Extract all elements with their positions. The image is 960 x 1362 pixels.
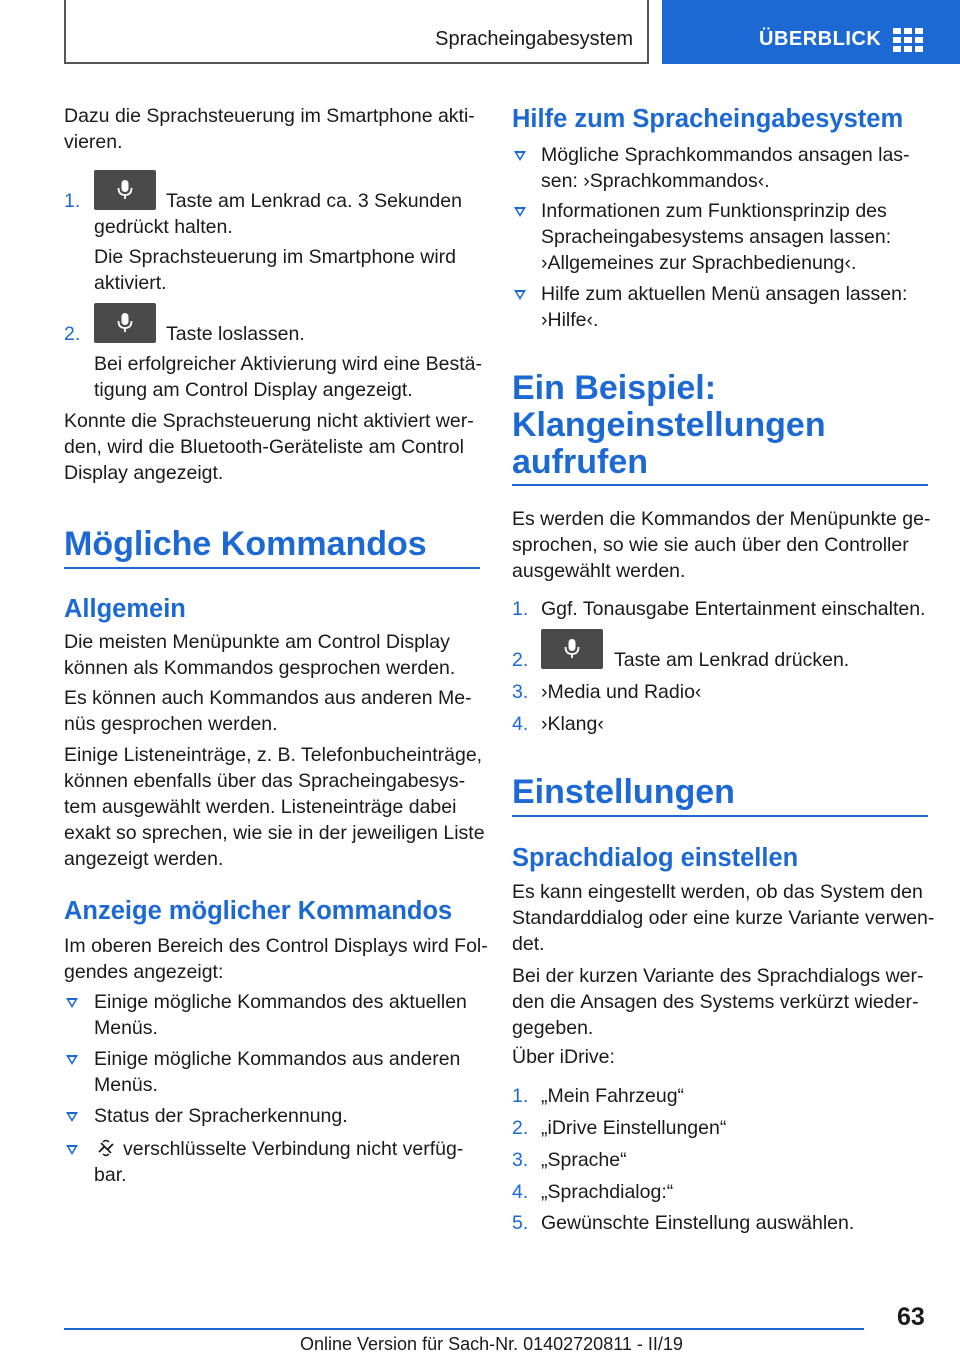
bullet-triangle-icon xyxy=(514,207,526,217)
sprachdialog-p2-3: gegeben. xyxy=(512,1017,594,1039)
sprachdialog-p1-3: det. xyxy=(512,933,545,955)
sd-step-5-text: Gewünschte Einstellung auswählen. xyxy=(541,1212,855,1234)
bullet-triangle-icon xyxy=(66,1112,78,1122)
beispiel-p-1: Es werden die Kommandos der Menüpunkte ge- xyxy=(512,508,931,530)
page-number: 63 xyxy=(897,1303,925,1331)
intro-line-2: vieren. xyxy=(64,131,123,153)
anzeige-bullet-3: Status der Spracherkennung. xyxy=(94,1105,348,1127)
step-2-text: Taste loslassen. xyxy=(166,323,305,345)
hilfe-bullet-2-1: Informationen zum Funktionsprinzip des xyxy=(541,200,887,222)
anzeige-bullet-1-1: Einige mögliche Kommandos des aktuellen xyxy=(94,991,467,1013)
mic-button-icon xyxy=(94,303,156,343)
hilfe-bullet-2-2: Spracheingabesystems ansagen lassen: xyxy=(541,226,892,248)
anzeige-bullet-1-2: Menüs. xyxy=(94,1017,158,1039)
sd-step-2-number: 2. xyxy=(512,1117,529,1139)
heading-sprachdialog: Sprachdialog einstellen xyxy=(512,844,799,872)
note-line-3: Display angezeigt. xyxy=(64,462,224,484)
hilfe-bullet-3-1: Hilfe zum aktuellen Menü ansagen lassen: xyxy=(541,283,908,305)
allgemein-p3-3: tem ausgewählt werden. Listeneinträge dabei xyxy=(64,796,457,818)
beispiel-step-3-number: 3. xyxy=(512,681,529,703)
beispiel-step-1-number: 1. xyxy=(512,598,529,620)
sprachdialog-p2-2: den die Ansagen des Systems verkürzt wieder- xyxy=(512,991,919,1013)
heading-beispiel-3: aufrufen xyxy=(512,443,648,481)
broken-link-icon xyxy=(95,1137,117,1159)
mic-button-icon xyxy=(94,170,156,210)
step-1-text-2: gedrückt halten. xyxy=(94,216,233,238)
heading-anzeige: Anzeige möglicher Kommandos xyxy=(64,897,453,925)
beispiel-p-3: ausgewählt werden. xyxy=(512,560,686,582)
anzeige-p1-2: gendes angezeigt: xyxy=(64,961,224,983)
bullet-triangle-icon xyxy=(66,1145,78,1155)
header-chapter-title: ÜBERBLICK xyxy=(759,28,882,50)
anzeige-bullet-4-2: bar. xyxy=(94,1164,127,1186)
step-1-number: 1. xyxy=(64,190,81,212)
beispiel-step-2-text: Taste am Lenkrad drücken. xyxy=(614,649,850,671)
allgemein-p1-2: können als Kommandos gesprochen werden. xyxy=(64,657,456,679)
hilfe-bullet-2-3: ›Allgemeines zur Sprachbedienung‹. xyxy=(541,252,857,274)
sd-step-1-number: 1. xyxy=(512,1085,529,1107)
heading-allgemein: Allgemein xyxy=(64,595,186,623)
bullet-triangle-icon xyxy=(66,1055,78,1065)
step-2-result-2: tigung am Control Display angezeigt. xyxy=(94,379,413,401)
footer-rule xyxy=(64,1328,864,1330)
step-1-result-1: Die Sprachsteuerung im Smartphone wird xyxy=(94,246,457,268)
step-1-text: Taste am Lenkrad ca. 3 Sekunden xyxy=(166,190,462,212)
allgemein-p2-1: Es können auch Kommandos aus anderen Me- xyxy=(64,687,472,709)
allgemein-p3-5: angezeigt werden. xyxy=(64,848,224,870)
heading-hilfe: Hilfe zum Spracheingabesystem xyxy=(512,105,904,133)
heading-einstellungen: Einstellungen xyxy=(512,773,735,811)
allgemein-p3-4: exakt so sprechen, wie sie in der jeweiligen Liste xyxy=(64,822,485,844)
anzeige-p1-1: Im oberen Bereich des Control Displays wird Fol- xyxy=(64,935,488,957)
sd-step-2-text: „iDrive Einstellungen“ xyxy=(541,1117,727,1139)
heading-beispiel-1: Ein Beispiel: xyxy=(512,369,717,407)
step-1-result-2: aktiviert. xyxy=(94,272,167,294)
heading-rule xyxy=(512,815,928,817)
hilfe-bullet-1-2: sen: ›Sprachkommandos‹. xyxy=(541,170,770,192)
beispiel-step-4-number: 4. xyxy=(512,713,529,735)
step-2-result-1: Bei erfolgreicher Aktivierung wird eine Bestä- xyxy=(94,353,483,375)
anzeige-bullet-4-1: verschlüsselte Verbindung nicht verfüg- xyxy=(123,1138,464,1160)
beispiel-step-3-text: ›Media und Radio‹ xyxy=(541,681,702,703)
allgemein-p1-1: Die meisten Menüpunkte am Control Display xyxy=(64,631,450,653)
sd-step-5-number: 5. xyxy=(512,1212,529,1234)
heading-beispiel-2: Klangeinstellungen xyxy=(512,406,826,444)
grid-menu-icon[interactable] xyxy=(893,28,923,54)
allgemein-p2-2: nüs gesprochen werden. xyxy=(64,713,278,735)
header-section-box xyxy=(64,0,649,64)
note-line-1: Konnte die Sprachsteuerung nicht aktiviert wer- xyxy=(64,410,474,432)
sprachdialog-p3: Über iDrive: xyxy=(512,1046,615,1068)
beispiel-step-4-text: ›Klang‹ xyxy=(541,713,604,735)
bullet-triangle-icon xyxy=(514,151,526,161)
hilfe-bullet-3-2: ›Hilfe‹. xyxy=(541,309,599,331)
allgemein-p3-1: Einige Listeneinträge, z. B. Telefonbucheinträge, xyxy=(64,744,483,766)
sprachdialog-p2-1: Bei der kurzen Variante des Sprachdialogs wer- xyxy=(512,965,924,987)
beispiel-step-2-number: 2. xyxy=(512,649,529,671)
bullet-triangle-icon xyxy=(514,290,526,300)
heading-moegliche-kommandos: Mögliche Kommandos xyxy=(64,525,427,563)
beispiel-p-2: sprochen, so wie sie auch über den Controller xyxy=(512,534,909,556)
bullet-triangle-icon xyxy=(66,998,78,1008)
intro-line-1: Dazu die Sprachsteuerung im Smartphone akti- xyxy=(64,105,475,127)
footer-online-version: Online Version für Sach-Nr. 01402720811 - II/19 xyxy=(300,1334,683,1354)
sd-step-3-text: „Sprache“ xyxy=(541,1149,627,1171)
sd-step-4-number: 4. xyxy=(512,1181,529,1203)
sd-step-3-number: 3. xyxy=(512,1149,529,1171)
note-line-2: den, wird die Bluetooth-Geräteliste am Control xyxy=(64,436,464,458)
hilfe-bullet-1-1: Mögliche Sprachkommandos ansagen las- xyxy=(541,144,910,166)
sd-step-4-text: „Sprachdialog:“ xyxy=(541,1181,674,1203)
allgemein-p3-2: können ebenfalls über das Spracheingabesys- xyxy=(64,770,466,792)
beispiel-step-1-text: Ggf. Tonausgabe Entertainment einschalten. xyxy=(541,598,926,620)
step-2-number: 2. xyxy=(64,323,81,345)
anzeige-bullet-2-1: Einige mögliche Kommandos aus anderen xyxy=(94,1048,461,1070)
sd-step-1-text: „Mein Fahrzeug“ xyxy=(541,1085,685,1107)
header-section-title: Spracheingabesystem xyxy=(435,28,633,50)
mic-button-icon xyxy=(541,629,603,669)
anzeige-bullet-2-2: Menüs. xyxy=(94,1074,158,1096)
heading-rule xyxy=(64,567,480,569)
sprachdialog-p1-1: Es kann eingestellt werden, ob das System den xyxy=(512,881,923,903)
sprachdialog-p1-2: Standarddialog oder eine kurze Variante verwen- xyxy=(512,907,935,929)
heading-rule xyxy=(512,484,928,486)
